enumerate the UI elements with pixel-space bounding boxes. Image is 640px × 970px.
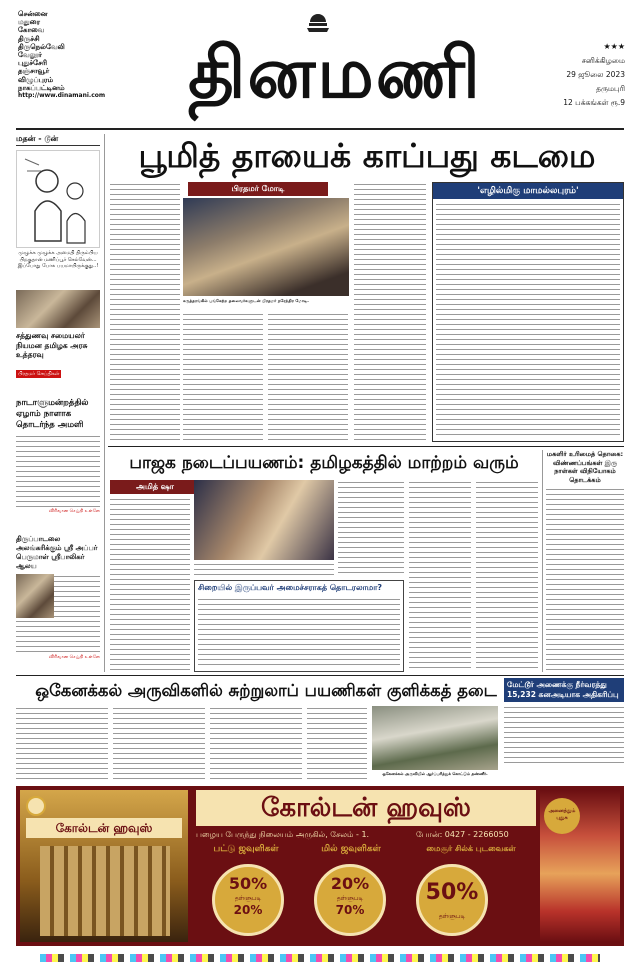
third-photo — [372, 706, 498, 770]
city-name: திருநெல்வேலி — [18, 42, 65, 51]
ad-brand: கோல்டன் ஹவுஸ் — [196, 790, 536, 826]
cartoon-caption: முழுக்க முழுக்க அமைதி திரும்பிய பிறகுதான் மணிப்பூர் செல்வேன்... இப்போது போக பயமாயிருக்குது..! — [17, 250, 99, 269]
city-name: சென்னை — [18, 10, 48, 18]
second-byline: அமித் ஷா — [110, 480, 200, 494]
ad-discount-badge — [314, 864, 386, 936]
masthead-rule — [16, 128, 624, 130]
ad-offer-tag: அனைத்தும் புதுசு — [544, 798, 580, 834]
city-name: கோவை — [18, 26, 45, 35]
edition-info — [540, 40, 625, 110]
second-headline: பாஜக நடைப்பயணம்: தமிழகத்தில் மாற்றம் வரும் — [129, 453, 519, 473]
ad-discount-label: தள்ளுபடி — [336, 895, 364, 902]
ad-discount-value: 20% — [330, 874, 370, 893]
lead-byline: பிரதமர் மோடி — [188, 182, 328, 196]
third-photo-caption: ஒகேனக்கல் அருவியில் ஆர்ப்பரித்துக் கொட்டும் தண்ணீர். — [382, 771, 488, 776]
ad-discount-value: 50% — [228, 874, 268, 893]
second-body-col4 — [476, 480, 538, 672]
newspaper-title: தினமணி — [188, 32, 482, 114]
right-headline: மகளிர் உரிமைத் தொகை: விண்ணப்பங்கள் இரு நாள்கள் விநியோகம் தொடக்கம் — [546, 450, 624, 484]
ad-model-photo — [540, 790, 620, 942]
third-body-col3 — [210, 706, 302, 780]
second-caption-lines — [194, 562, 334, 576]
lead-photo — [183, 198, 349, 296]
second-inset-body — [198, 597, 400, 669]
lead-body-col3 — [268, 312, 348, 442]
ad-discount-value: 50% — [425, 880, 479, 905]
city-name: திருச்சி — [18, 34, 40, 43]
second-body-col2 — [338, 480, 404, 576]
section-rule — [108, 446, 624, 447]
third-headline: ஒகேனக்கல் அருவிகளில் சுற்றுலாப் பயணிகள் குளிக்கத் தடை — [35, 681, 497, 700]
right-story — [546, 450, 624, 672]
issue-price: 12 பக்கங்கள் ரூ.9 — [563, 98, 625, 107]
ad-discount-label: தள்ளுபடி — [438, 913, 466, 920]
cartoon-title: மதன் - டூன் — [16, 134, 100, 146]
third-body-col4 — [307, 706, 367, 780]
ad-discount-label: தள்ளுபடி — [234, 895, 262, 902]
issue-date: 29 ஜூலை 2023 — [566, 70, 625, 79]
ad-logo-icon — [26, 796, 46, 816]
city-name: வேலூர் — [18, 51, 42, 60]
sidebar-story — [16, 398, 100, 528]
website-link[interactable]: http://www.dinamani.com — [18, 92, 106, 100]
sidebar-photo — [16, 290, 100, 328]
cartoon-drawing — [16, 150, 100, 248]
third-side-body — [504, 705, 624, 767]
ad-banner — [16, 786, 624, 946]
city-name: மதுரை — [18, 18, 40, 27]
second-body-col1 — [110, 497, 190, 672]
ad-phone: போன்: 0427 - 2266050 — [416, 830, 509, 839]
city-name: நாகப்பட்டினம் — [18, 83, 65, 92]
third-side — [504, 678, 624, 780]
issue-location: தருமபுரி — [596, 84, 625, 93]
third-body-col1 — [16, 706, 108, 780]
second-inset — [194, 580, 404, 672]
lead-headline: பூமித் தாயைக் காப்பது கடமை — [138, 136, 596, 175]
issue-day: சனிக்கிழமை — [581, 56, 625, 65]
sidebar-headline: நாடாளுமன்றத்தில் ஏழாம் நாளாக தொடர்ந்த அமளி — [16, 398, 89, 430]
lead-photo-caption: கருத்தரங்கில் பங்கேற்ற தலைவர்களுடன் பிரதமர் நரேந்திர மோடி. — [183, 298, 309, 303]
city-name: விழுப்புரம் — [18, 75, 54, 84]
sidebar-story — [16, 535, 100, 670]
lead-side-box — [432, 182, 624, 442]
ad-storefront — [20, 790, 188, 942]
ad-address: பழைய பேருந்து நிலையம் அருகில், சேலம் - 1. — [196, 830, 370, 839]
ad-sub-discount: 20% — [233, 903, 263, 917]
sidebar-story — [16, 290, 100, 390]
lead-side-title: 'எழில்மிகு மாமல்லபுரம்' — [433, 183, 623, 199]
second-inset-title: சிறையில் இருப்பவர் அமைச்சராகத் தொடரலாமா? — [198, 583, 383, 592]
lead-body-col4 — [354, 182, 426, 442]
sidebar-tag: விரிவான செய்தி உள்ளே — [48, 509, 100, 514]
sidebar-divider — [104, 134, 105, 672]
ad-discount-badge — [416, 864, 488, 936]
third-side-headline: மேட்டூர் அணைக்கு நீர்வரத்து 15,232 கனஅடியாக அதிகரிப்பு — [504, 678, 624, 702]
ad-store-building — [40, 846, 170, 936]
sidebar-photo — [16, 574, 54, 618]
cartoon-box — [16, 134, 100, 284]
right-body — [546, 487, 624, 672]
city-name: புதுச்சேரி — [18, 59, 48, 68]
registration-bar — [40, 954, 600, 962]
section-rule — [16, 675, 624, 676]
ad-store-sign: கோல்டன் ஹவுஸ் — [26, 818, 182, 838]
lead-side-body — [436, 202, 620, 437]
right-divider — [542, 450, 543, 672]
masthead — [0, 0, 640, 128]
ad-discount-badge — [212, 864, 284, 936]
ad-category: மைசூர் சில்க் புடவைகள் — [426, 844, 516, 853]
sidebar-tag: விரிவான செய்தி உள்ளே — [48, 655, 100, 660]
lead-body-col1 — [110, 182, 180, 442]
ad-category: மில் ஜவுளிகள் — [321, 844, 381, 854]
sidebar-headline: திருப்பாடலை அலங்கரிக்கும் ஸ்ரீ அப்பர் பெருமாள் ஸ்ரீபாலிகர் ஆலய — [16, 535, 98, 570]
second-body-col3 — [409, 480, 471, 672]
lead-body-col2 — [183, 312, 263, 442]
ad-sub-discount: 70% — [335, 903, 365, 917]
sidebar-headline: சத்துணவு சமையலர் நியமன தமிழக அரசு உத்தரவு — [16, 331, 88, 359]
city-name: தஞ்சாவூர் — [18, 67, 50, 76]
third-body-col2 — [113, 706, 205, 780]
sidebar-body — [16, 434, 100, 508]
city-list — [18, 10, 106, 100]
rating-stars: ★★★ — [603, 42, 625, 51]
ad-category: பட்டு ஜவுளிகள் — [213, 844, 279, 854]
sidebar-tag: பிரதமர் செய்திகள் — [18, 370, 60, 377]
second-photo — [194, 480, 334, 560]
